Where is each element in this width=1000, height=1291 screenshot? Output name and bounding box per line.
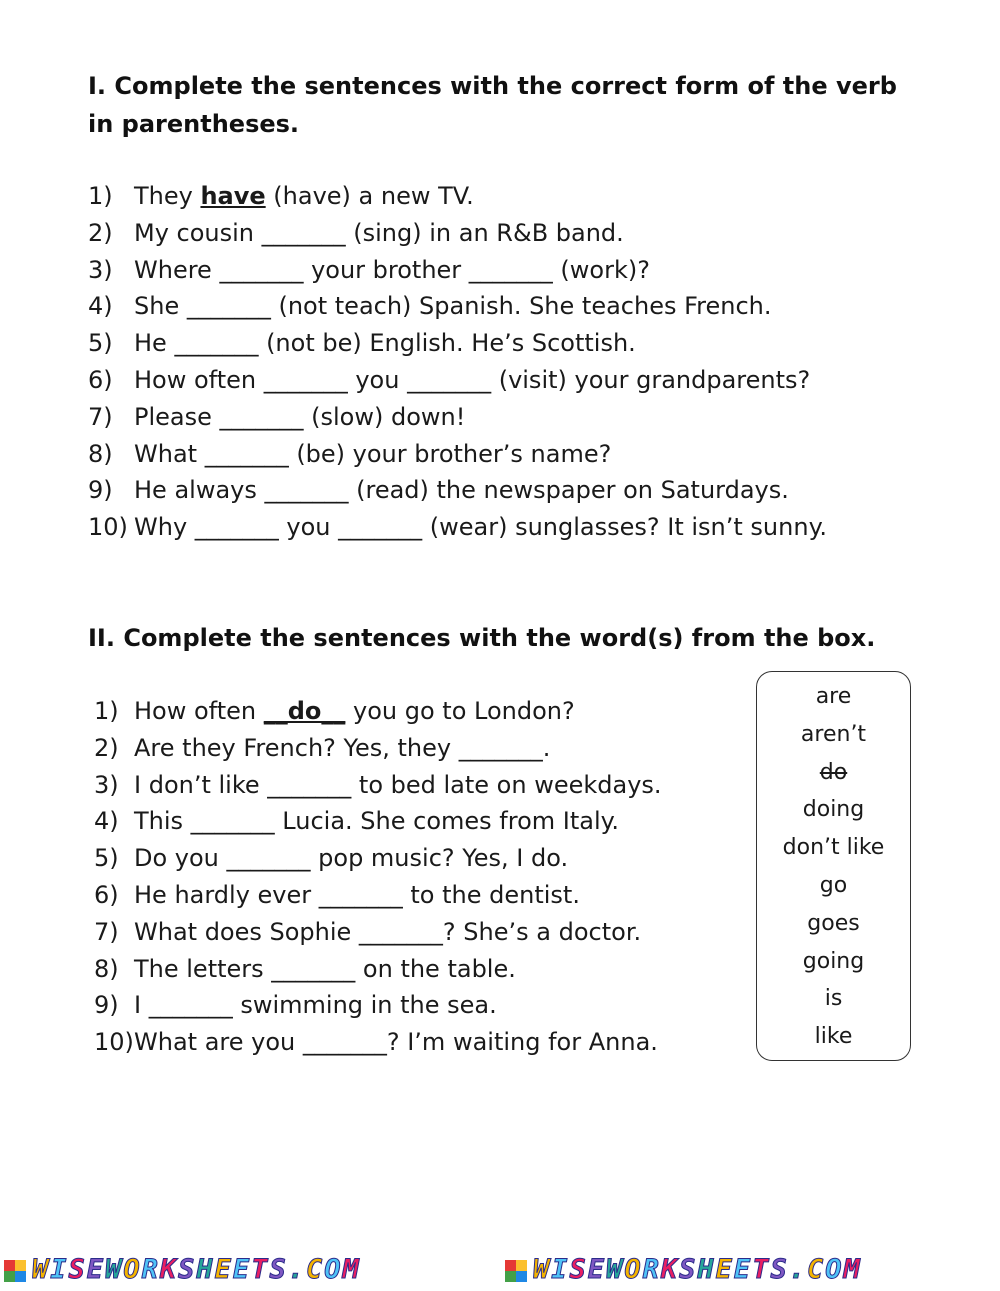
section-2-heading: II. Complete the sentences with the word(s) from the box. xyxy=(88,624,876,652)
list-item: 7) What does Sophie _______? She’s a doctor. xyxy=(94,917,642,946)
list-item: 2) My cousin _______ (sing) in an R&B band. xyxy=(88,218,624,247)
answer-example: have xyxy=(200,182,266,210)
list-item: 1) How often __do__ you go to London? xyxy=(94,697,575,725)
list-item: 9) He always _______ (read) the newspaper on Saturdays. xyxy=(88,476,789,505)
word-box-item: like xyxy=(814,1024,853,1050)
list-item: 3) I don’t like _______ to bed late on weekdays. xyxy=(94,770,662,799)
section-1-list xyxy=(88,178,827,546)
list-item: 5) He _______ (not be) English. He’s Scottish. xyxy=(88,329,636,358)
word-box-item: is xyxy=(824,986,843,1012)
list-item: 10) Why _______ you _______ (wear) sunglasses? It isn’t sunny. xyxy=(88,513,827,542)
list-item: 6) He hardly ever _______ to the dentist. xyxy=(94,880,580,909)
list-item: 9) I _______ swimming in the sea. xyxy=(94,991,497,1020)
word-box xyxy=(756,671,911,1061)
list-item: 4) She _______ (not teach) Spanish. She teaches French. xyxy=(88,292,772,321)
section-1-heading: I. Complete the sentences with the correct form of the verb in parentheses. xyxy=(88,72,897,138)
list-item: 6) How often _______ you _______ (visit) your grandparents? xyxy=(88,365,811,394)
list-item: 2) Are they French? Yes, they _______. xyxy=(94,733,551,762)
list-item: 1) They have (have) a new TV. xyxy=(88,182,474,210)
list-item: 8) The letters _______ on the table. xyxy=(94,954,516,983)
word-box-item-used: do xyxy=(819,759,848,785)
word-box-item: are xyxy=(815,684,852,709)
watermark-footer xyxy=(0,1250,1000,1291)
word-box-item: aren’t xyxy=(800,721,867,747)
list-item: 5) Do you _______ pop music? Yes, I do. xyxy=(94,844,569,873)
list-item: 8) What _______ (be) your brother’s name? xyxy=(88,439,612,468)
answer-example: __do__ xyxy=(263,697,346,725)
word-box-item: goes xyxy=(807,910,860,936)
list-item: 7) Please _______ (slow) down! xyxy=(88,402,466,431)
word-box-item: doing xyxy=(802,797,865,823)
section-2-list xyxy=(94,693,662,1061)
word-box-item: go xyxy=(819,872,848,898)
word-box-item: don’t like xyxy=(782,835,885,861)
brand-logo-icon xyxy=(4,1260,26,1282)
brand-logo-icon xyxy=(505,1260,527,1282)
list-item: 4) This _______ Lucia. She comes from Italy. xyxy=(94,807,620,836)
list-item: 10)What are you _______? I’m waiting for Anna. xyxy=(94,1028,658,1057)
list-item: 3) Where _______ your brother _______ (work)? xyxy=(88,255,650,284)
brand-watermark-left: WISEWORKSHEETS.COM xyxy=(4,1254,361,1285)
word-box-item: going xyxy=(802,948,865,974)
brand-watermark-right: WISEWORKSHEETS.COM xyxy=(505,1254,862,1285)
